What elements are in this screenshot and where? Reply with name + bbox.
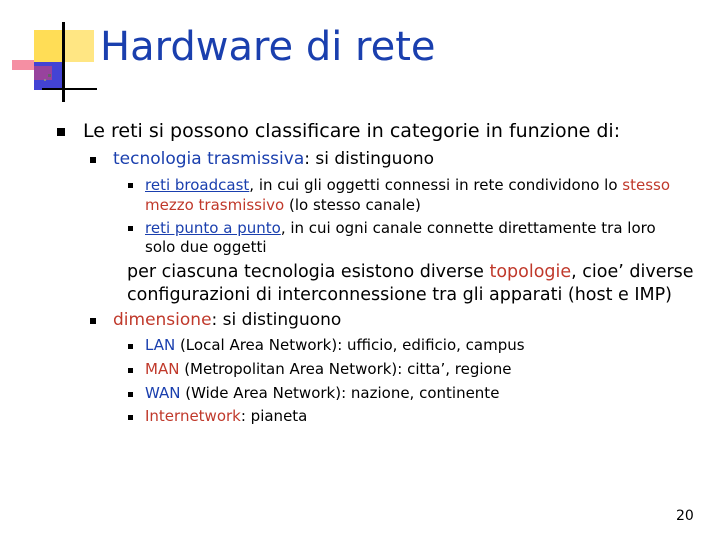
tech-suffix: : si distinguono bbox=[304, 149, 435, 169]
bullet-square bbox=[128, 183, 133, 188]
inet-desc: : pianeta bbox=[240, 407, 308, 425]
tech-label: tecnologia trasmissiva bbox=[113, 149, 305, 169]
tech-line bbox=[113, 149, 434, 169]
man-term: MAN bbox=[145, 360, 180, 378]
p2p-line-1 bbox=[145, 219, 656, 237]
broadcast-link[interactable]: reti broadcast bbox=[145, 176, 250, 194]
man-line bbox=[145, 360, 511, 378]
para-text-a: per ciascuna tecnologia esistono diverse bbox=[127, 262, 490, 282]
dim-label: dimensione bbox=[113, 310, 212, 330]
bullet-square bbox=[128, 392, 133, 397]
p2p-text-a: , in cui ogni canale connette direttamente tra loro bbox=[280, 219, 656, 237]
broadcast-text-b: (lo stesso canale) bbox=[284, 196, 421, 214]
wan-term: WAN bbox=[145, 384, 181, 402]
para-topologie: topologie bbox=[489, 262, 572, 282]
broadcast-text-a: , in cui gli oggetti connessi in rete condividono lo bbox=[249, 176, 623, 194]
p2p-link[interactable]: reti punto a punto bbox=[145, 219, 281, 237]
inet-line bbox=[145, 407, 307, 425]
wan-line bbox=[145, 384, 499, 402]
topology-para-1 bbox=[127, 262, 694, 282]
bullet-square bbox=[57, 128, 65, 136]
slide-title: Hardware di rete bbox=[100, 24, 436, 70]
page-number: 20 bbox=[676, 508, 694, 524]
bullet-square bbox=[90, 318, 96, 324]
bullet-square bbox=[128, 226, 133, 231]
slide-logo bbox=[0, 0, 100, 110]
para-text-b: , cioe’ diverse bbox=[571, 262, 694, 282]
intro-text: Le reti si possono classificare in categorie in funzione di: bbox=[83, 120, 621, 142]
wan-desc: (Wide Area Network): nazione, continente bbox=[180, 384, 500, 402]
bullet-square bbox=[90, 157, 96, 163]
dim-suffix: : si distinguono bbox=[211, 310, 342, 330]
bullet-square bbox=[128, 415, 133, 420]
bullet-square bbox=[128, 344, 133, 349]
lan-term: LAN bbox=[145, 336, 176, 354]
dim-line bbox=[113, 310, 341, 330]
p2p-line-2: solo due oggetti bbox=[145, 238, 267, 256]
lan-desc: (Local Area Network): ufficio, edificio, campus bbox=[175, 336, 525, 354]
broadcast-stesso: stesso bbox=[622, 176, 671, 194]
bullet-square bbox=[128, 368, 133, 373]
lan-line bbox=[145, 336, 525, 354]
inet-term: Internetwork bbox=[145, 407, 241, 425]
topology-para-2: configurazioni di interconnessione tra gli apparati (host e IMP) bbox=[127, 285, 673, 305]
broadcast-line-2 bbox=[145, 196, 421, 214]
broadcast-line-1 bbox=[145, 176, 670, 194]
broadcast-mezzo: mezzo trasmissivo bbox=[145, 196, 285, 214]
man-desc: (Metropolitan Area Network): citta’, regione bbox=[179, 360, 512, 378]
